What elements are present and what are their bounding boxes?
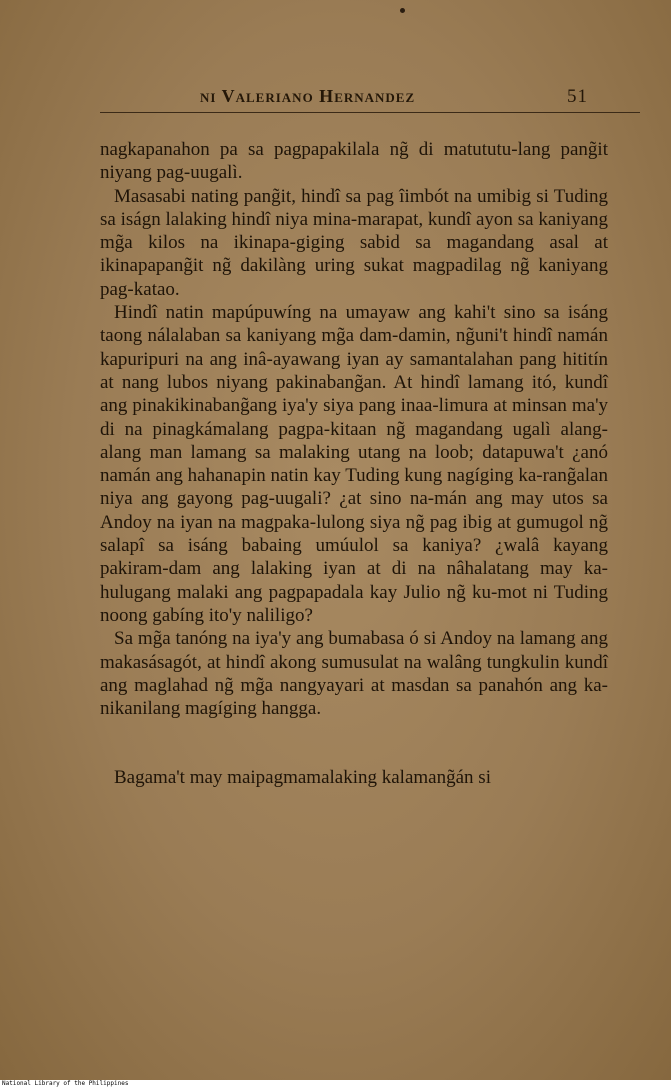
- paragraph: Sa mg̃a tanóng na iya'y ang bumabasa ó si Andoy na lamang ang makasásagót, at hindî akong sumusulat na walâng tungkulin kundî ang maglahad ng̃ mg̃a nangyayari at masdan sa panahón ang ka-nikanilang magíging hangga.: [100, 628, 608, 720]
- running-header: [100, 86, 640, 113]
- running-header-author: ni Valeriano Hernandez: [200, 86, 416, 106]
- paragraph: nagkapanahon pa sa pagpapakilala ng̃ di matututu-lang pang̃it niyang pag-uugalì.: [100, 139, 608, 184]
- paragraph: Masasabi nating pang̃it, hindî sa pag îimbót na umibig si Tuding sa iságn lalaking hindî niya mina-marapat, kundî ayon sa kaniyang mg̃a kilos na ikinapa-giging sabid sa magandang asal at ikinapapang̃it ng̃ dakilàng uring sukat magpadilag ng̃ kaniyang pag-katao.: [100, 185, 608, 300]
- library-credit: National Library of the Philippines: [2, 1080, 129, 1087]
- body-text: [100, 138, 608, 790]
- paragraph: Bagama't may maipagmamalaking kalamang̃án si: [114, 767, 491, 789]
- page-number: 51: [567, 86, 588, 107]
- paragraph: Hindî natin mapúpuwíng na umayaw ang kahi't sino sa isáng taong nálalaban sa kaniyang mg̃a dam-damin, ng̃uni't hindî namán kapuripuri na ang inâ-ayawang iyan ay samantalahan pang hititín at nang lubos niyang pakinabang̃an. At hindî lamang itó, kundî ang pinakikinabang̃ang iya'y siya pang inaa-limura at minsan ma'y di na pinagkámalang pagpa-kitaan ng̃ magandang ugalì alang-alang man lamang sa malaking utang na loob; datapuwa't ¿anó namán ang hahanapin natin kay Tuding kung nagíging ka-rang̃alan niya ang gayong pag-uugali? ¿at sino na-mán ang may utos sa Andoy na iyan na magpaka-lulong siya ng̃ pag ibig at gumugol ng̃ salapî sa isáng babaing umúulol sa kaniya? ¿walâ kayang pakiram-dam ang lalaking iyan at di na nâhalatang may ka-hulugang malaki ang pagpapadala kay Julio ng̃ ku-mot ni Tuding noong gabíng ito'y naliligo?: [100, 302, 608, 626]
- ink-speck: [400, 8, 405, 13]
